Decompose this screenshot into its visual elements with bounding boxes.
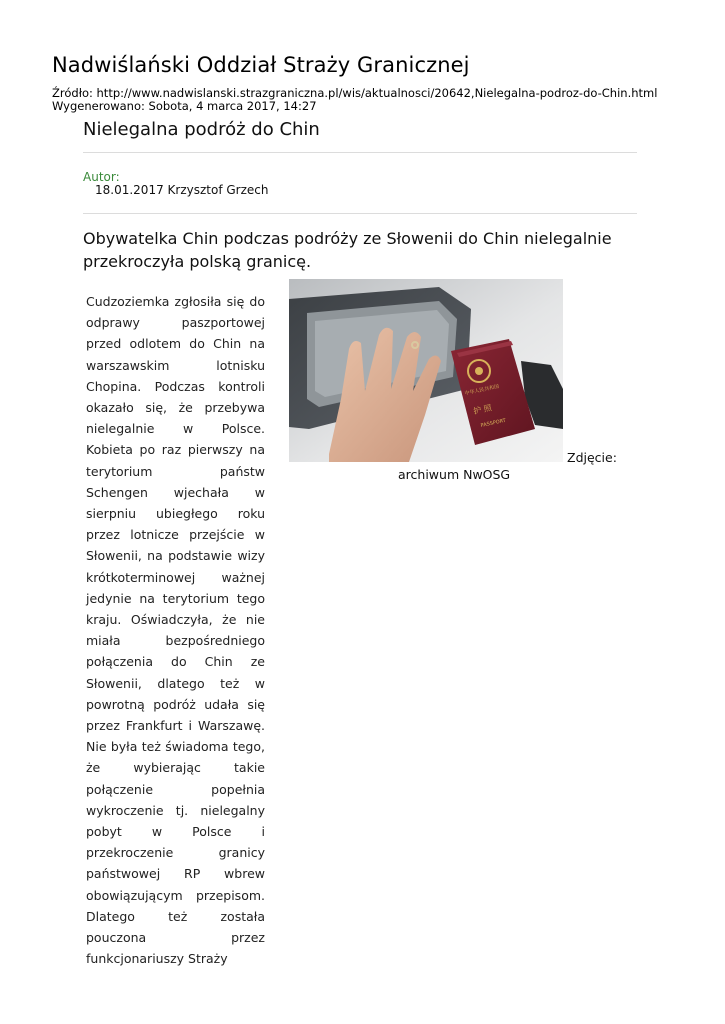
- article-lead: Obywatelka Chin podczas podróży ze Słowenii do Chin nielegalnie przekroczyła polską granicę.: [83, 229, 612, 271]
- photo-illustration: [289, 279, 563, 462]
- article-body: Cudzoziemka zgłosiła się do odprawy paszportowej przed odlotem do Chin na warszawskim lotnisku Chopina. Podczas kontroli okazało się, że przebywa nielegalnie w Polsce. Kobieta po raz pierwszy na terytorium państw Schengen wjechała w sierpniu ubiegłego roku przez lotnicze przejście w Słowenii, na podstawie wizy krótkoterminowej ważnej jedynie na terytorium tego kraju. Oświadczyła, że nie miała bezpośredniego połączenia do Chin ze Słowenii, dlatego też w powrotną podróż udała się przez Frankfurt i Warszawę. Nie była też świadoma tego, że wybierając takie połączenie popełnia wykroczenie tj. nielegalny pobyt w Polsce i przekroczenie granicy państwowej RP wbrew obowiązującym przepisom. Dlatego też została pouczona przez funkcjonariuszy Straży: [86, 294, 265, 967]
- author-label: Autor:: [83, 170, 120, 184]
- divider: [83, 213, 637, 214]
- passport-chinese-text: 中华人民共和国: [464, 383, 500, 397]
- article-photo: [289, 279, 563, 462]
- article-title: Nielegalna podróż do Chin: [83, 119, 320, 140]
- document-meta: [52, 87, 657, 113]
- passport-huzhao-text: 护 照: [472, 403, 493, 416]
- source-url[interactable]: Źródło: http://www.nadwislanski.strazgraniczna.pl/wis/aktualnosci/20642,Nielegalna-podroz-do-Chin.html: [52, 86, 658, 100]
- photo-caption-source: archiwum NwOSG: [398, 467, 511, 482]
- divider: [83, 152, 637, 153]
- photo-caption-label: Zdjęcie:: [567, 450, 617, 465]
- site-title: Nadwiślański Oddział Straży Granicznej: [52, 53, 470, 77]
- author-date: 18.01.2017 Krzysztof Grzech: [95, 183, 269, 197]
- passport-word: PASSPORT: [480, 417, 507, 429]
- generated-date: Wygenerowano: Sobota, 4 marca 2017, 14:27: [52, 99, 317, 113]
